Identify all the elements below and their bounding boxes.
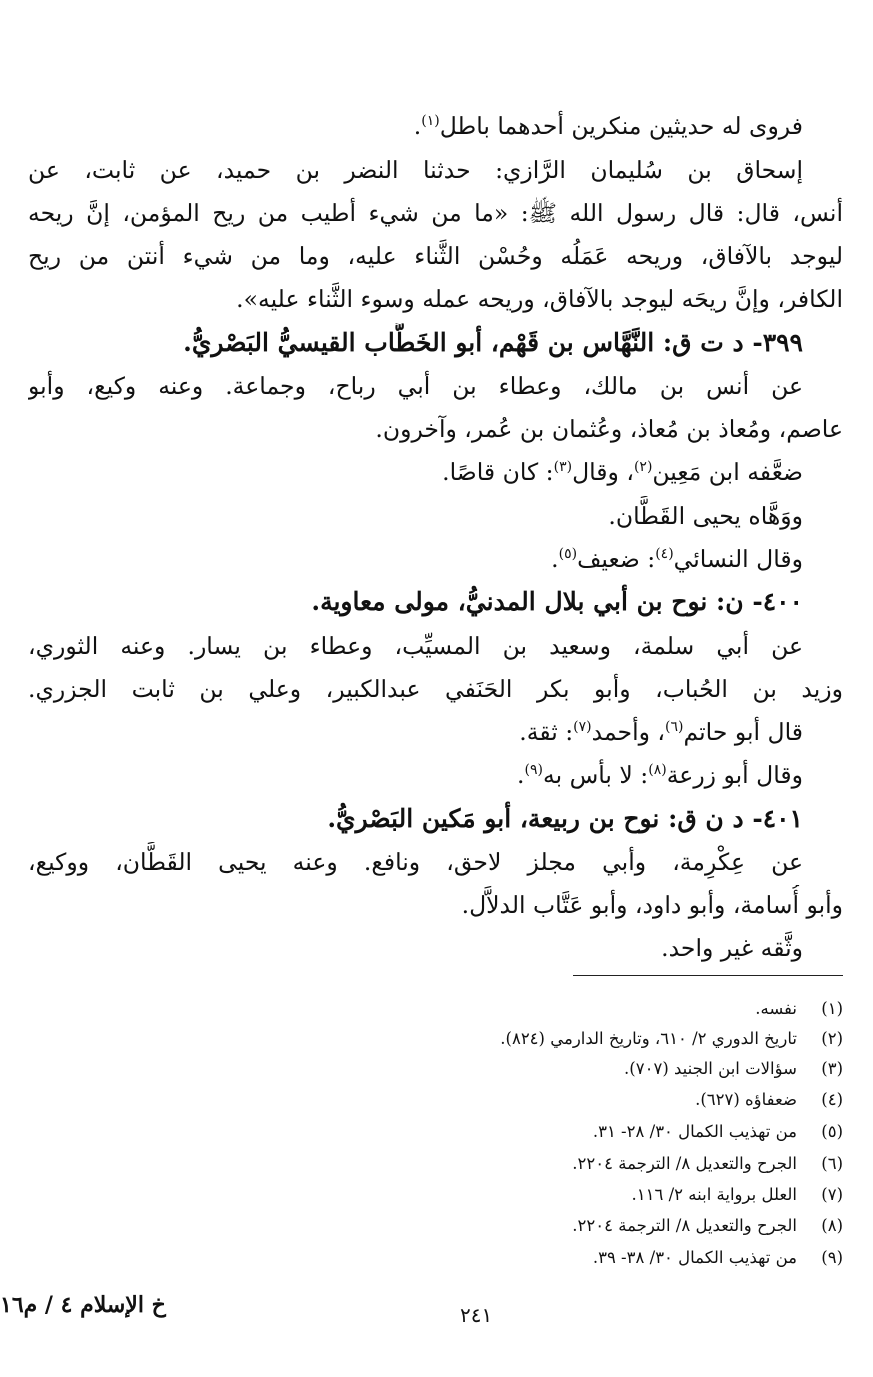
footnote-6: (٦)الجرح والتعديل ٨/ الترجمة ٢٢٠٤. [572, 1154, 843, 1173]
footnote-ref-2[interactable]: (٢) [633, 459, 653, 476]
text-line-9: ضعَّفه ابن مَعِين$^{(٢)}$، وقال$^{(٣)}$: كان قاصًا. [442, 458, 803, 486]
entry-heading-401: ٤٠١- د ن ق: نوح بن ربيعة، أبو مَكين البَصْريُّ. [327, 804, 803, 833]
footnote-separator [573, 975, 843, 976]
entry-heading-400: ٤٠٠- ن: نوح بن أبي بلال المدنيُّ، مولى معاوية. [311, 587, 803, 616]
text-line-10: ووَهَّاه يحيى القَطَّان. [608, 502, 803, 530]
footnote-4: (٤)ضعفاؤه (٦٢٧). [695, 1090, 843, 1109]
text-line-13: عن أبي سلمة، وسعيد بن المسيِّب، وعطاء بن يسار. وعنه الثوري، [28, 632, 803, 660]
text-line-2: إسحاق بن سُليمان الرَّازي: حدثنا النضر بن حميد، عن ثابت، عن [28, 156, 803, 184]
footnote-7: (٧)العلل برواية ابنه ٢/ ١١٦. [631, 1185, 843, 1204]
footnote-ref-6[interactable]: (٦) [665, 719, 684, 736]
footnote-ref-4[interactable]: (٤) [655, 546, 674, 563]
footnote-ref-9[interactable]: (٩) [524, 762, 543, 779]
text-line-14: وزيد بن الحُباب، وأبو بكر الحَنَفي عبدالكبير، وعلي بن ثابت الجزري. [28, 675, 843, 703]
footnote-ref-7[interactable]: (٧) [573, 719, 592, 736]
text-line-15: قال أبو حاتم$^{(٦)}$، وأحمد$^{(٧)}$: ثقة. [519, 718, 803, 746]
text-line-4: ليوجد بالآفاق، وريحه عَمَلُه وحُسْن الثَّناء عليه، وما من شيء أنتن من ريح [28, 242, 843, 270]
text-line-3: أنس، قال: قال رسول الله ﷺ: «ما من شيء أطيب من ريح المؤمن، إنَّ ريحه [28, 199, 843, 227]
footnote-ref-5[interactable]: (٥) [558, 546, 578, 563]
text-line-19: وأبو أُسامة، وأبو داود، وأبو عَتَّاب الدلاَّل. [461, 891, 843, 919]
signature-mark: خ الإسلام ٤ / م١٦ [0, 1292, 166, 1318]
text-line-11: وقال النسائي$^{(٤)}$: ضعيف$^{(٥)}$. [551, 545, 803, 573]
footnote-8: (٨)الجرح والتعديل ٨/ الترجمة ٢٢٠٤. [572, 1216, 843, 1235]
text-line-8: عاصم، ومُعاذ بن مُعاذ، وعُثمان بن عُمر، وآخرون. [375, 415, 843, 443]
text-line-18: عن عِكْرِمة، وأبي مجلز لاحق، ونافع. وعنه يحيى القَطَّان، ووكيع، [28, 848, 803, 876]
text-line-16: وقال أبو زرعة$^{(٨)}$: لا بأس به$^{(٩)}$. [517, 761, 803, 789]
footnote-9: (٩)من تهذيب الكمال ٣٠/ ٣٨- ٣٩. [592, 1248, 843, 1267]
footnote-ref-8[interactable]: (٨) [648, 762, 667, 779]
text-line-1: فروى له حديثين منكرين أحدهما باطل$^{(١)}$. [413, 112, 803, 140]
page-number: ٢٤١ [460, 1303, 493, 1327]
footnote-2: (٢)تاريخ الدوري ٢/ ٦١٠، وتاريخ الدارمي (٨٢٤). [500, 1029, 843, 1048]
text-line-5: الكافر، وإنَّ ريحَه ليوجد بالآفاق، وريحه عمله وسوء الثَّناء عليه». [236, 285, 843, 313]
text-line-20: وثَّقه غير واحد. [661, 934, 803, 962]
entry-heading-399: ٣٩٩- د ت ق: النَّهَّاس بن قَهْم، أبو الخَطَّاب القيسيُّ البَصْريُّ. [183, 328, 803, 357]
footnote-3: (٣)سؤالات ابن الجنيد (٧٠٧). [624, 1059, 843, 1078]
footnote-1: (١)نفسه. [755, 999, 843, 1018]
footnote-ref-3[interactable]: (٣) [553, 459, 573, 476]
text-line-7: عن أنس بن مالك، وعطاء بن أبي رباح، وجماعة. وعنه وكيع، وأبو [28, 372, 803, 400]
footnote-ref-1[interactable]: (١) [421, 113, 440, 130]
footnote-5: (٥)من تهذيب الكمال ٣٠/ ٢٨- ٣١. [592, 1122, 843, 1141]
